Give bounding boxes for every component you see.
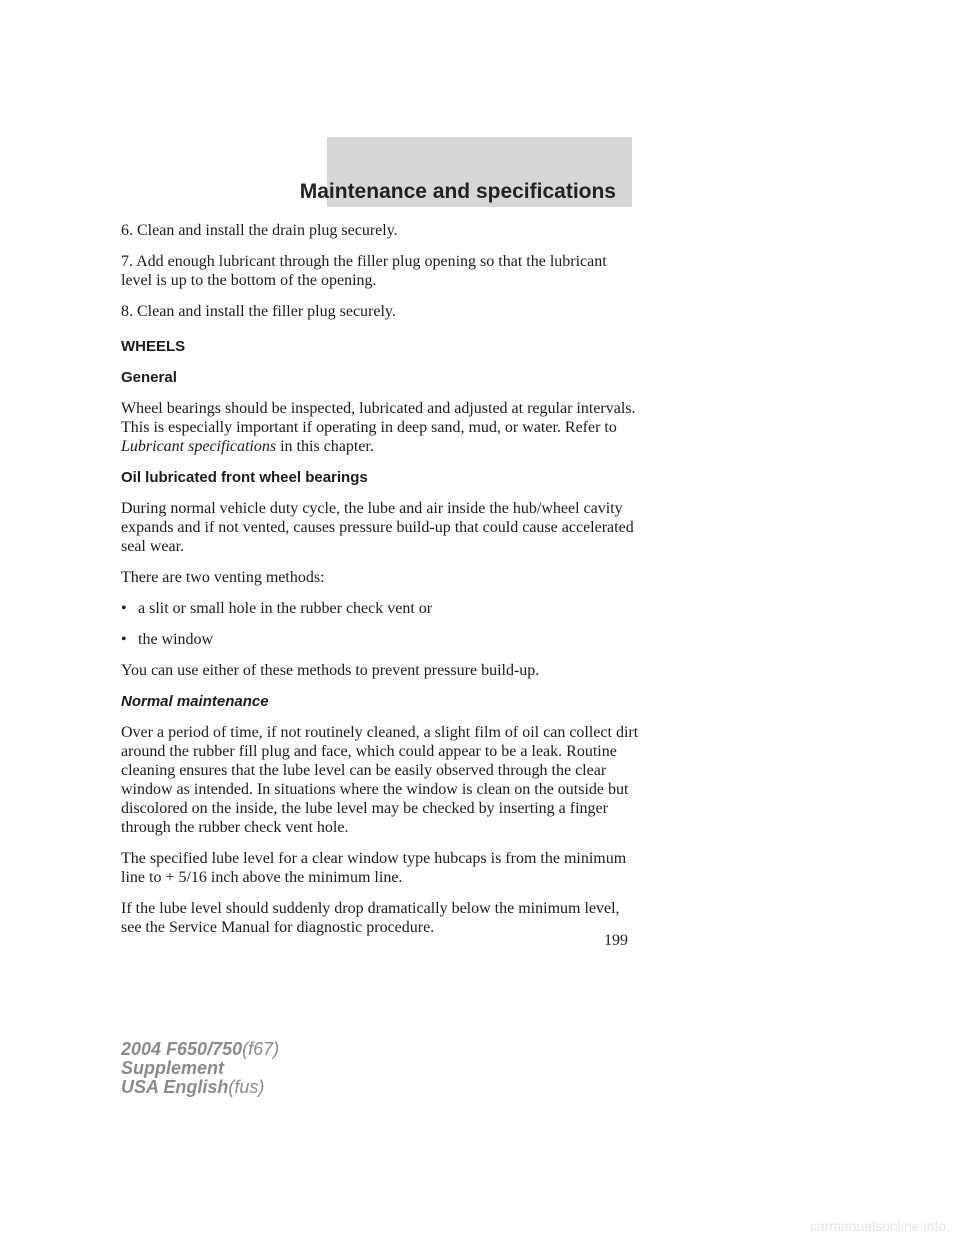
oil-bearings-paragraph-3: You can use either of these methods to prevent pressure build-up. (121, 662, 540, 679)
normal-maintenance-paragraph-1: Over a period of time, if not routinely cleaned, a slight film of oil can collect dirt around the rubber fill plug and face, which could appear to be a leak. Routine cleaning ensures that the lube level can be easily observed through the clear window as intended. In situations where the window is clean on the outside but discolored on the inside, the lube level may be checked by inserting a finger through the rubber check vent hole. (121, 724, 639, 836)
footer-language-code: (fus) (228, 1077, 265, 1097)
page-content (121, 221, 641, 949)
page-number: 199 (604, 932, 628, 949)
step-6: 6. Clean and install the drain plug securely. (121, 222, 398, 239)
section-header (299, 137, 632, 207)
footer-language-line (121, 1078, 279, 1097)
footer-language: USA English (121, 1077, 229, 1097)
bullet-icon: • (121, 631, 127, 648)
normal-maintenance-paragraph-2: The specified lube level for a clear window type hubcaps is from the minimum line to + 5/16 inch above the minimum line. (121, 850, 627, 886)
wheels-heading: WHEELS (121, 338, 186, 355)
footer-model-code: (f67) (242, 1039, 280, 1059)
general-text: Wheel bearings should be inspected, lubricated and adjusted at regular intervals. This is especially important if operating in deep sand, mud, or water. Refer to (121, 400, 636, 436)
normal-maintenance-heading: Normal maintenance (121, 693, 269, 710)
oil-bearings-paragraph-2: There are two venting methods: (121, 569, 325, 586)
list-item (121, 630, 641, 649)
list-item (121, 599, 641, 618)
section-title: Maintenance and specifications (299, 180, 616, 203)
general-text-end: in this chapter. (276, 438, 374, 455)
document-footer (121, 1040, 279, 1097)
general-paragraph (121, 399, 641, 456)
step-8: 8. Clean and install the filler plug securely. (121, 303, 396, 320)
bullet-icon: • (121, 600, 127, 617)
general-heading: General (121, 369, 177, 386)
footer-model: 2004 F650/750 (121, 1039, 243, 1059)
oil-bearings-paragraph-1: During normal vehicle duty cycle, the lube and air inside the hub/wheel cavity expands and if not vented, causes pressure build-up that could cause accelerated seal wear. (121, 500, 634, 555)
footer-book-line (121, 1059, 279, 1078)
footer-model-line (121, 1040, 279, 1059)
footer-book: Supplement (121, 1058, 225, 1078)
lubricant-specifications-reference: Lubricant specifications (121, 438, 277, 455)
normal-maintenance-paragraph-3: If the lube level should suddenly drop dramatically below the minimum level, see the Service Manual for diagnostic procedure. (121, 900, 620, 936)
list-item-text: a slit or small hole in the rubber check vent or (138, 600, 433, 617)
list-item-text: the window (138, 631, 214, 648)
step-7: 7. Add enough lubricant through the filler plug opening so that the lubricant level is up to the bottom of the opening. (121, 253, 607, 289)
watermark: carmanualsonline.info (809, 1218, 946, 1234)
oil-bearings-heading: Oil lubricated front wheel bearings (121, 469, 368, 486)
